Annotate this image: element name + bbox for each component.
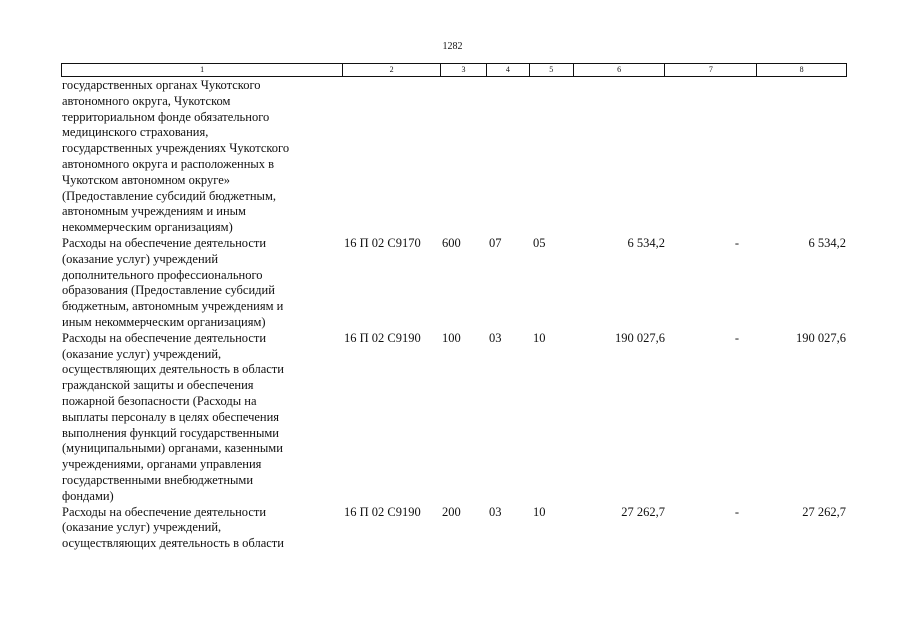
row-sum-col8: 6 534,2: [808, 235, 846, 250]
row-subsection: 10: [533, 330, 546, 345]
header-col-3: 3: [441, 64, 487, 76]
row-section: 07: [489, 235, 502, 250]
row-sum-col7: -: [734, 235, 739, 250]
header-col-5: 5: [530, 64, 574, 76]
row-target-code: 16 П 02 С9190: [344, 330, 421, 345]
row-subsection: 05: [533, 235, 546, 250]
row-sum-col7: -: [734, 330, 739, 345]
row-subsection: 10: [533, 504, 546, 519]
row-description: Расходы на обеспечение деятельности (оказание услуг) учреждений дополнительного профессионального образования (Предоставление субсидий бюджетным, автономным учреждениям и иным некоммерческим организациям): [62, 235, 284, 329]
header-col-6: 6: [574, 64, 666, 76]
row-section: 03: [489, 504, 502, 519]
row-section: 03: [489, 330, 502, 345]
row-target-code: 16 П 02 С9190: [344, 504, 421, 519]
row-sum-col8: 27 262,7: [802, 504, 846, 519]
table-row: [61, 331, 847, 505]
row-sum-col8: 190 027,6: [796, 330, 846, 345]
header-col-4: 4: [487, 64, 530, 76]
header-col-7: 7: [665, 64, 757, 76]
table-row: [61, 236, 847, 331]
page-number: 1282: [442, 41, 463, 52]
table-row: [61, 78, 847, 236]
header-col-8: 8: [799, 65, 804, 74]
row-sum-total: 190 027,6: [615, 330, 665, 345]
row-description: Расходы на обеспечение деятельности (оказание услуг) учреждений, осуществляющих деятельность в области гражданской защиты и обеспечения пожарной безопасности (Расходы на выплаты персоналу в целях обеспечения выполнения функций государственными (муниципальными) органами, казенными учреждениями, органами управления государственными внебюджетными фондами): [62, 330, 284, 503]
row-expense-type: 200: [442, 504, 461, 519]
row-sum-total: 27 262,7: [621, 504, 665, 519]
row-expense-type: 600: [442, 235, 461, 250]
header-col-2: 2: [343, 64, 441, 76]
row-description: Расходы на обеспечение деятельности (оказание услуг) учреждений, осуществляющих деятельность в области: [62, 504, 284, 551]
header-col-1: 1: [62, 64, 343, 76]
row-target-code: 16 П 02 С9170: [344, 235, 421, 250]
table-header: [61, 63, 847, 77]
row-description: государственных органах Чукотского автономного округа, Чукотском территориальном фонде обязательного медицинского страхования, государственных учреждениях Чукотского автономного округа и расположенных в Чукотском автономном округе» (Предоставление субсидий бюджетным, автономным учреждениям и иным некоммерческим организациям): [62, 78, 290, 235]
row-sum-col7: -: [734, 504, 739, 519]
table-row: [61, 505, 847, 552]
row-expense-type: 100: [442, 330, 461, 345]
row-sum-total: 6 534,2: [627, 235, 665, 250]
table-body: [61, 78, 847, 552]
